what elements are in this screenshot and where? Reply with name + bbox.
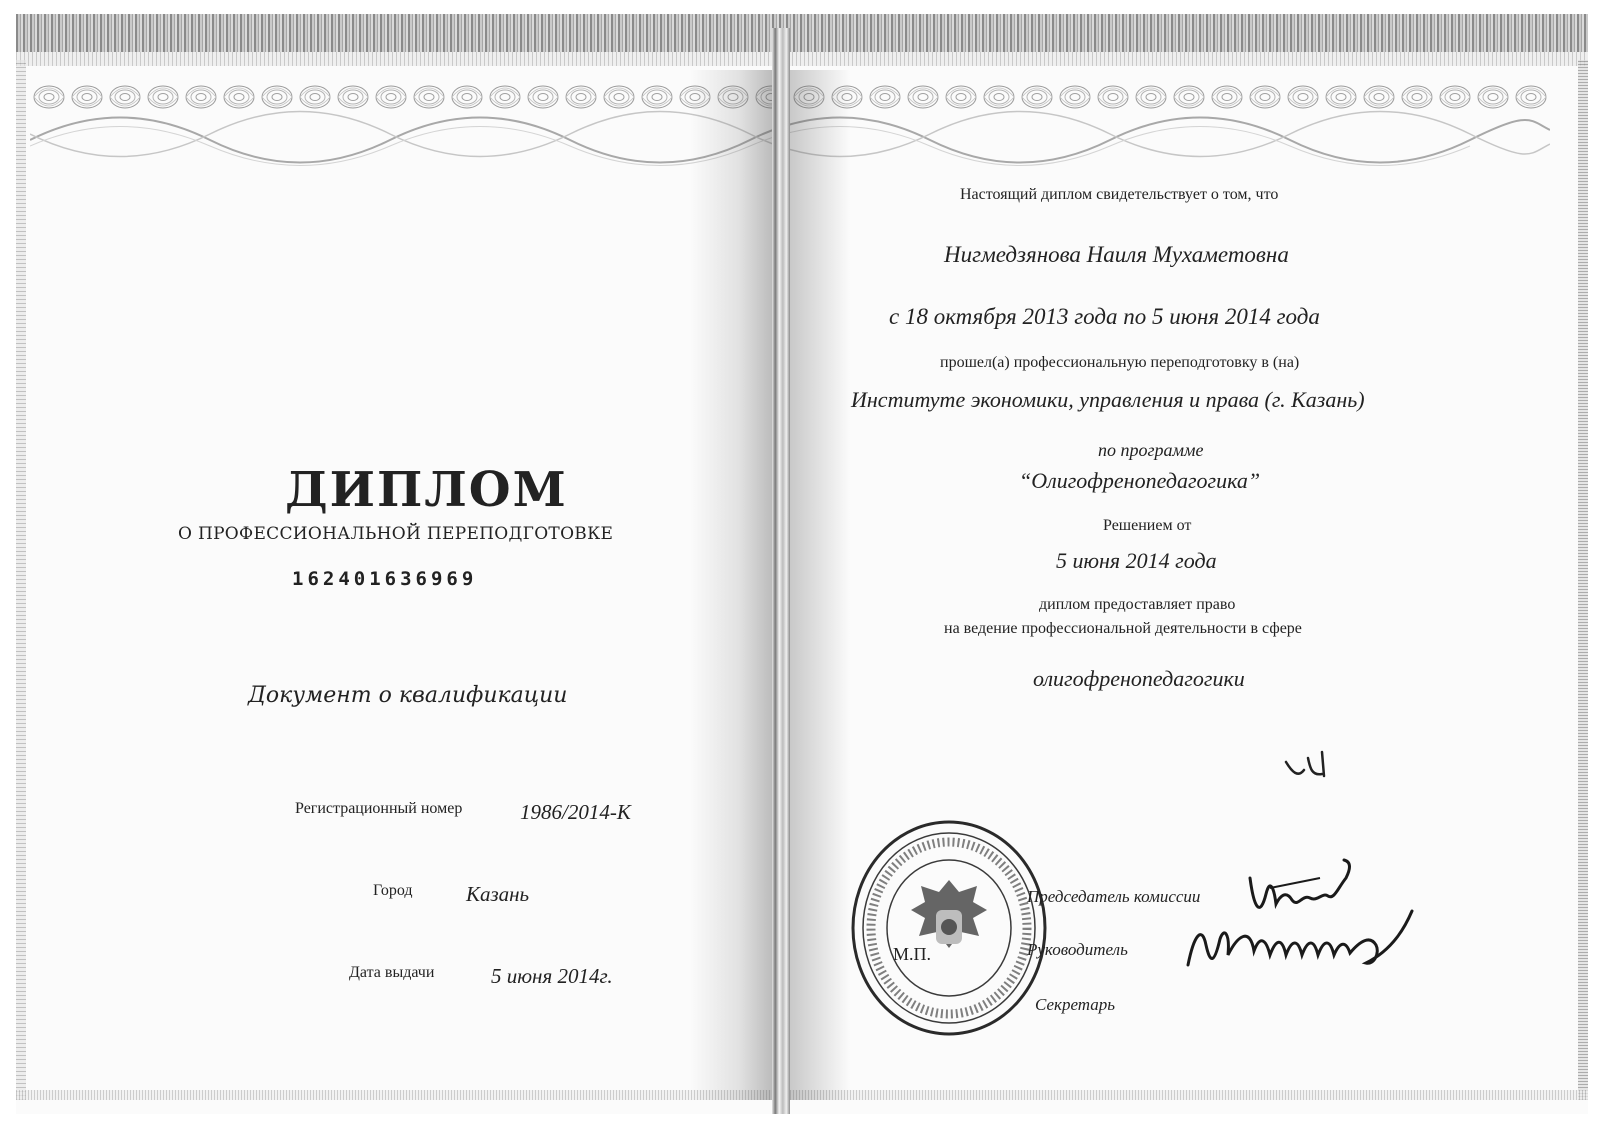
study-period: с 18 октября 2013 года по 5 июня 2014 года (889, 304, 1320, 329)
head-signature (1180, 905, 1420, 985)
institution-name: Институте экономики, управления и права (г. Казань) (851, 387, 1365, 412)
top-scan-border-light (16, 52, 1588, 66)
intro-text: Настоящий диплом свидетельствует о том, что (960, 186, 1279, 203)
right-scan-edge (1578, 60, 1588, 1100)
ink-mark (1282, 748, 1332, 784)
issue-date-label: Дата выдачи (349, 964, 435, 981)
qualification-field: олигофренопедагогики (1033, 666, 1245, 691)
rights-line-1: диплом предоставляет право (1039, 596, 1236, 613)
secretary-label: Секретарь (1035, 995, 1115, 1014)
head-label: Руководитель (1027, 940, 1128, 959)
spine-fold (772, 28, 790, 1114)
decision-date: 5 июня 2014 года (1056, 548, 1217, 573)
rights-line-2: на ведение профессиональной деятельности в сфере (944, 620, 1302, 637)
top-scan-border (16, 14, 1588, 52)
program-label: по программе (1098, 440, 1204, 460)
diploma-number: 162401636969 (292, 568, 478, 590)
right-page-fold-shadow (790, 70, 850, 1100)
decision-label: Решением от (1103, 517, 1192, 534)
left-scan-edge (16, 60, 26, 1100)
program-name: “Олигофренопедагогика” (1019, 468, 1261, 493)
city-label: Город (373, 882, 413, 899)
document-type: Документ о квалификации (248, 683, 568, 708)
city-value: Казань (466, 882, 530, 906)
diploma-subtitle: О ПРОФЕССИОНАЛЬНОЙ ПЕРЕПОДГОТОВКЕ (178, 524, 614, 544)
diploma-title: ДИПЛОМ (285, 462, 568, 518)
registration-label: Регистрационный номер (295, 800, 463, 817)
left-page-fold-shadow (690, 70, 772, 1100)
issue-date-value: 5 июня 2014г. (491, 964, 613, 988)
official-seal-stamp (848, 818, 1050, 1038)
recipient-name: Нигмедзянова Наиля Мухаметовна (944, 242, 1289, 267)
completed-text: прошел(а) профессиональную переподготовку в (на) (940, 354, 1300, 371)
registration-value: 1986/2014-К (520, 800, 631, 824)
commission-chair-label: Председатель комиссии (1027, 887, 1201, 906)
seal-mark-label: М.П. (893, 944, 932, 964)
